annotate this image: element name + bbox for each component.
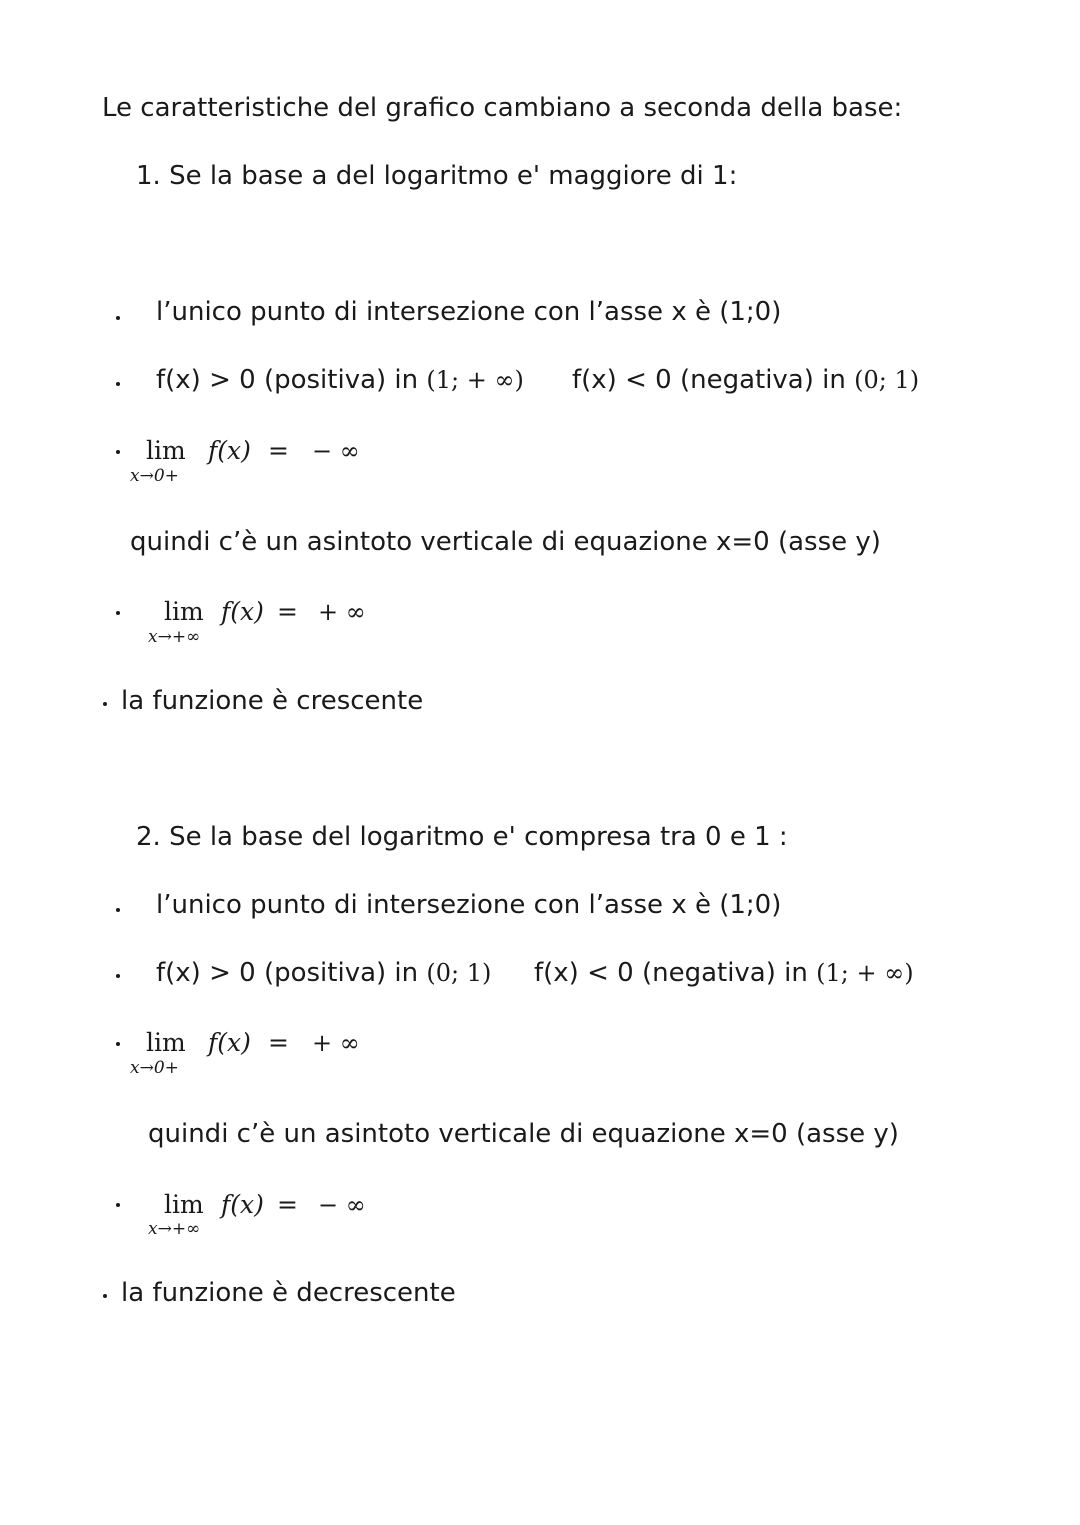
case1-positive-text: f(x) > 0 (positiva) in bbox=[156, 365, 419, 395]
case2-limit2-sub: x→+∞ bbox=[148, 1219, 201, 1239]
case1-negative-interval: (0; 1) bbox=[854, 366, 920, 394]
case1-asymptote: quindi c’è un asintoto verticale di equazione x=0 (asse y) bbox=[130, 527, 881, 557]
case2-limit1-sub: x→0+ bbox=[130, 1058, 179, 1078]
case1-limit2-eq: = bbox=[277, 597, 298, 626]
case1-limit2-value: + ∞ bbox=[318, 598, 366, 626]
case1-limit1-func: f(x) bbox=[208, 436, 251, 465]
case2-intersection: l’unico punto di intersezione con l’asse x è (1;0) bbox=[156, 890, 782, 920]
case1-limit1-value: − ∞ bbox=[312, 437, 360, 465]
case1-limit2-sub: x→+∞ bbox=[148, 627, 201, 647]
bullet-dot bbox=[116, 974, 120, 978]
case1-title: 1. Se la base a del logaritmo e' maggiore di 1: bbox=[136, 161, 738, 191]
bullet-dot bbox=[116, 1042, 120, 1046]
case2-positive-text: f(x) > 0 (positiva) in bbox=[156, 958, 419, 988]
case1-limit1-sub: x→0+ bbox=[130, 466, 179, 486]
case2-title: 2. Se la base del logaritmo e' compresa tra 0 e 1 : bbox=[136, 822, 788, 852]
case2-limit1-func: f(x) bbox=[208, 1028, 251, 1057]
bullet-dot bbox=[116, 450, 120, 454]
case2-limit2-func: f(x) bbox=[221, 1190, 264, 1219]
case2-limit1-eq: = bbox=[268, 1028, 289, 1057]
case2-limit1-value: + ∞ bbox=[312, 1029, 360, 1057]
case2-positive bbox=[156, 960, 491, 986]
case1-negative-text: f(x) < 0 (negativa) in bbox=[572, 365, 846, 395]
case2-negative bbox=[534, 960, 914, 986]
case2-monotonic: la funzione è decrescente bbox=[121, 1278, 456, 1308]
case2-limit2-value: − ∞ bbox=[318, 1191, 366, 1219]
bullet-dot bbox=[116, 316, 120, 320]
case1-limit1-lim: lim bbox=[146, 436, 186, 465]
case1-positive-interval: (1; + ∞) bbox=[426, 366, 524, 394]
case1-intersection: l’unico punto di intersezione con l’asse x è (1;0) bbox=[156, 297, 782, 327]
case2-limit1-lim: lim bbox=[146, 1028, 186, 1057]
case2-positive-interval: (0; 1) bbox=[426, 959, 492, 987]
case2-negative-interval: (1; + ∞) bbox=[816, 959, 914, 987]
page-heading: Le caratteristiche del grafico cambiano a seconda della base: bbox=[102, 93, 903, 123]
case1-limit2-lim: lim bbox=[164, 597, 204, 626]
bullet-dot bbox=[116, 1203, 120, 1207]
case1-limit1-eq: = bbox=[268, 436, 289, 465]
case1-limit2-func: f(x) bbox=[221, 597, 264, 626]
bullet-dot bbox=[103, 702, 107, 706]
case1-negative bbox=[572, 367, 919, 393]
case1-monotonic: la funzione è crescente bbox=[121, 686, 424, 716]
bullet-dot bbox=[116, 382, 120, 386]
case2-limit2-eq: = bbox=[277, 1190, 298, 1219]
bullet-dot bbox=[116, 611, 120, 615]
bullet-dot bbox=[103, 1294, 107, 1298]
case2-negative-text: f(x) < 0 (negativa) in bbox=[534, 958, 808, 988]
case1-positive bbox=[156, 367, 524, 393]
case2-limit2-lim: lim bbox=[164, 1190, 204, 1219]
bullet-dot bbox=[116, 908, 120, 912]
case2-asymptote: quindi c’è un asintoto verticale di equazione x=0 (asse y) bbox=[148, 1119, 899, 1149]
